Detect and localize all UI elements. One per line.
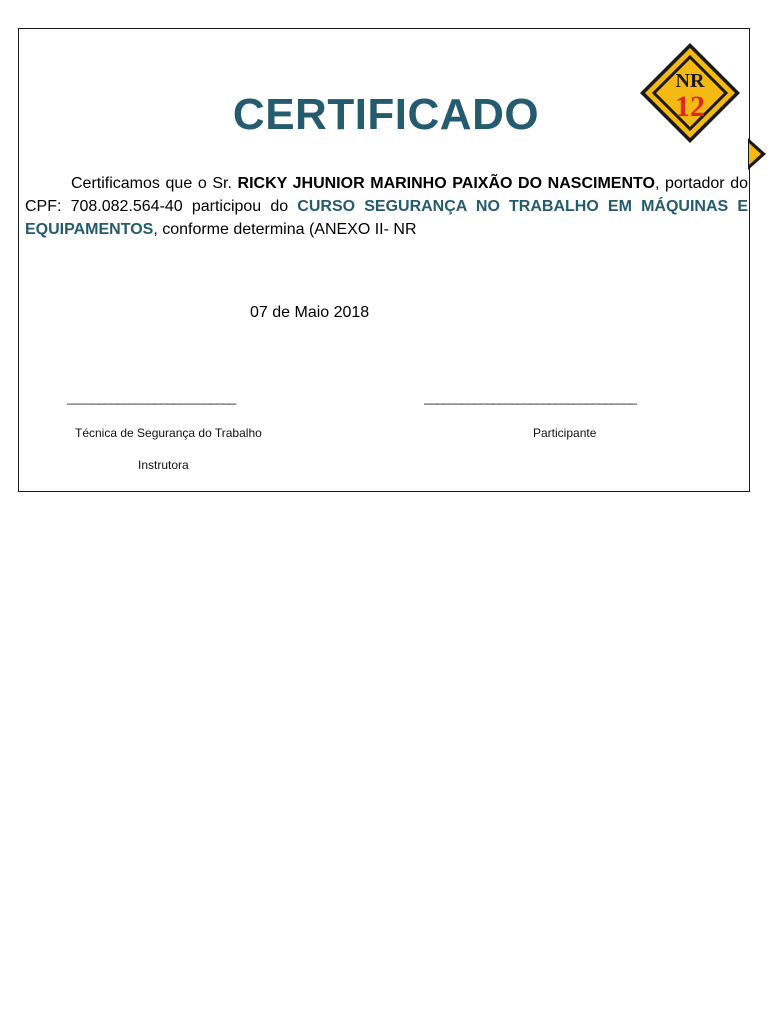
certificate-title: CERTIFICADO [232, 90, 540, 139]
logo-number-text: 12 [675, 90, 705, 123]
nr12-warning-sign-icon [636, 40, 744, 146]
signature-line-instructor: ___________________________ [67, 390, 236, 405]
logo-nr-text: NR [675, 70, 705, 92]
certificate-body [25, 172, 748, 241]
participant-caption: Participante [533, 426, 597, 440]
sign-arrow-icon [746, 136, 768, 172]
course-name: CURSO SEGURANÇA NO TRABALHO EM MÁQUINAS E EQUIPAMENTOS [25, 198, 749, 238]
regulation-text: , conforme determina (ANEXO II- NR [153, 221, 417, 238]
cpf-text: , portador do CPF: 708.082.564-40 participou do [25, 175, 748, 215]
participant-name: RICKY JHUNIOR MARINHO PAIXÃO DO NASCIMENTO [237, 175, 655, 192]
signature-line-participant: __________________________________ [424, 390, 636, 405]
instructor-role: Instrutora [138, 458, 189, 472]
certificate-date: 07 de Maio 2018 [250, 304, 370, 321]
instructor-caption: Técnica de Segurança do Trabalho [75, 426, 262, 440]
intro-text: Certificamos que o Sr. [71, 175, 238, 192]
